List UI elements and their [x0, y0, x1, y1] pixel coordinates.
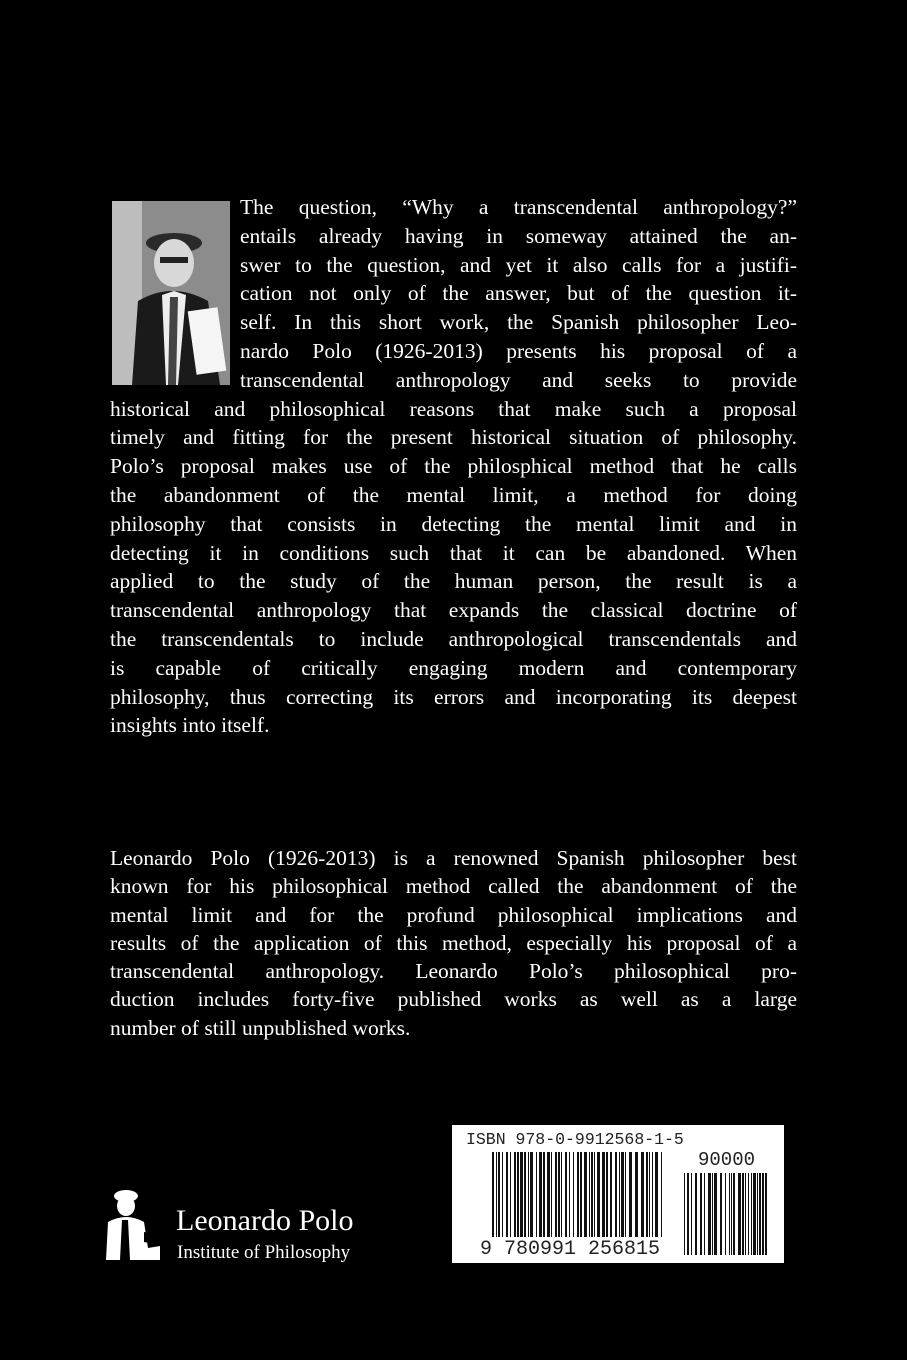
blurb-paragraph: [110, 193, 797, 740]
barcode-bar: [691, 1173, 692, 1255]
barcode-bar: [695, 1173, 697, 1255]
barcode-bar: [729, 1173, 730, 1255]
barcode-bar: [502, 1152, 503, 1237]
text-line: cation not only of the answer, but of the question it-: [240, 281, 797, 306]
text-line: entails already having in someway attained the an-: [240, 223, 797, 248]
text-line: philosophy that consists in detecting the mental limit and in: [110, 511, 797, 536]
text-line: the abandonment of the mental limit, a method for doing: [110, 482, 797, 507]
barcode-bar: [577, 1152, 579, 1237]
text-line: self. In this short work, the Spanish philosopher Leo-: [240, 310, 797, 335]
publisher-logo-icon: [104, 1188, 164, 1265]
barcode-bar: [661, 1152, 662, 1237]
barcode-bar: [753, 1173, 756, 1255]
barcode-bar: [720, 1173, 722, 1255]
barcode-bar: [712, 1173, 713, 1255]
isbn-barcode: [452, 1125, 784, 1263]
barcode-bar: [646, 1152, 648, 1237]
barcode-bar: [594, 1152, 595, 1237]
text-line: historical and philosophical reasons that make such a proposal: [110, 396, 797, 421]
barcode-bar: [555, 1152, 557, 1237]
barcode-bar: [621, 1152, 624, 1237]
text-line: The question, “Why a transcendental anthropology?”: [240, 195, 797, 219]
text-line: transcendental anthropology. Leonardo Polo’s philosophical pro-: [110, 959, 797, 984]
barcode-bar: [625, 1152, 626, 1237]
barcode-bar: [725, 1173, 726, 1255]
barcode-bar: [704, 1173, 705, 1255]
text-line: swer to the question, and yet it also calls for a justifi-: [240, 252, 797, 277]
text-line: nardo Polo (1926-2013) presents his proposal of a: [240, 338, 797, 363]
barcode-bar: [561, 1152, 562, 1237]
barcode-bar: [602, 1152, 605, 1237]
barcode-bar: [629, 1152, 632, 1237]
barcode-bar: [619, 1152, 620, 1237]
barcode-bar: [492, 1152, 494, 1237]
barcode-bar: [589, 1152, 590, 1237]
barcode-bar: [565, 1152, 567, 1237]
barcode-bar: [748, 1173, 749, 1255]
text-line: is capable of critically engaging modern and contemporary: [110, 655, 797, 680]
barcode-bar: [580, 1152, 582, 1237]
barcode-bar: [700, 1173, 702, 1255]
barcode-bar: [738, 1173, 741, 1255]
barcode-bar: [536, 1152, 537, 1237]
barcode-bar: [615, 1152, 617, 1237]
text-line: timely and fitting for the present historical situation of philosophy.: [110, 425, 797, 450]
barcode-bar: [652, 1152, 653, 1237]
barcode-bar: [584, 1152, 587, 1237]
barcode-bar: [528, 1152, 529, 1237]
barcode-addon-number: 90000: [698, 1149, 756, 1171]
barcode-bar: [520, 1152, 523, 1237]
barcode-bar: [635, 1152, 638, 1237]
barcode-bar: [606, 1152, 608, 1237]
text-line: detecting it in conditions such that it can be abandoned. When: [110, 540, 797, 565]
text-line: insights into itself.: [110, 713, 270, 738]
barcode-bar: [655, 1152, 658, 1237]
text-line: transcendental anthropology and seeks to provide: [240, 367, 797, 392]
barcode-bar: [558, 1152, 560, 1237]
text-line: duction includes forty-five published works as well as a large: [110, 987, 797, 1012]
text-line: Leonardo Polo (1926-2013) is a renowned Spanish philosopher best: [110, 846, 797, 870]
text-line: number of still unpublished works.: [110, 1015, 411, 1040]
barcode-bar: [517, 1152, 519, 1237]
barcode-bar: [641, 1152, 644, 1237]
publisher-name: Leonardo Polo: [176, 1204, 354, 1237]
barcode-bar: [733, 1173, 735, 1255]
barcode-bar: [573, 1152, 574, 1237]
barcode-bar: [708, 1173, 711, 1255]
barcode-bar: [510, 1152, 511, 1237]
barcode-bar: [745, 1173, 746, 1255]
barcode-bar: [591, 1152, 593, 1237]
barcode-bar: [514, 1152, 516, 1237]
text-line: mental limit and for the profund philosophical implications and: [110, 902, 797, 927]
barcode-bar: [506, 1152, 508, 1237]
text-line: Polo’s proposal makes use of the philosphical method that he calls: [110, 454, 797, 479]
publisher-subtitle: Institute of Philosophy: [177, 1242, 351, 1263]
barcode-digits: 9 780991 256815: [480, 1238, 661, 1261]
text-line: applied to the study of the human person, the result is a: [110, 569, 797, 594]
barcode-bar: [762, 1173, 764, 1255]
barcode-bar: [496, 1152, 497, 1237]
barcode-bar: [543, 1152, 545, 1237]
barcode-bar: [498, 1152, 500, 1237]
barcode-bar: [569, 1152, 570, 1237]
text-line: results of the application of this method, especially his proposal of a: [110, 930, 797, 955]
barcode-bar: [530, 1152, 533, 1237]
barcode-bar: [610, 1152, 612, 1237]
barcode-bar: [684, 1173, 685, 1255]
barcode-bar: [759, 1173, 761, 1255]
barcode-bar: [547, 1152, 550, 1237]
barcode-bar: [765, 1173, 767, 1255]
author-bio-paragraph: [110, 844, 797, 1042]
barcode-bar: [687, 1173, 689, 1255]
barcode-bar: [539, 1152, 542, 1237]
barcode-bar: [649, 1152, 650, 1237]
isbn-label: ISBN 978-0-9912568-1-5: [466, 1130, 684, 1149]
barcode-bar: [731, 1173, 732, 1255]
barcode-bar: [551, 1152, 552, 1237]
barcode-bar: [757, 1173, 758, 1255]
text-line: known for his philosophical method called the abandonment of the: [110, 874, 797, 899]
text-line: philosophy, thus correcting its errors and incorporating its deepest: [110, 684, 797, 709]
barcode-bar: [597, 1152, 600, 1237]
barcode-bar: [714, 1173, 717, 1255]
barcode-bar: [524, 1152, 526, 1237]
text-line: transcendental anthropology that expands the classical doctrine of: [110, 598, 797, 623]
barcode-bar: [751, 1173, 752, 1255]
text-line: the transcendentals to include anthropological transcendentals and: [110, 626, 797, 651]
barcode-bar: [742, 1173, 744, 1255]
